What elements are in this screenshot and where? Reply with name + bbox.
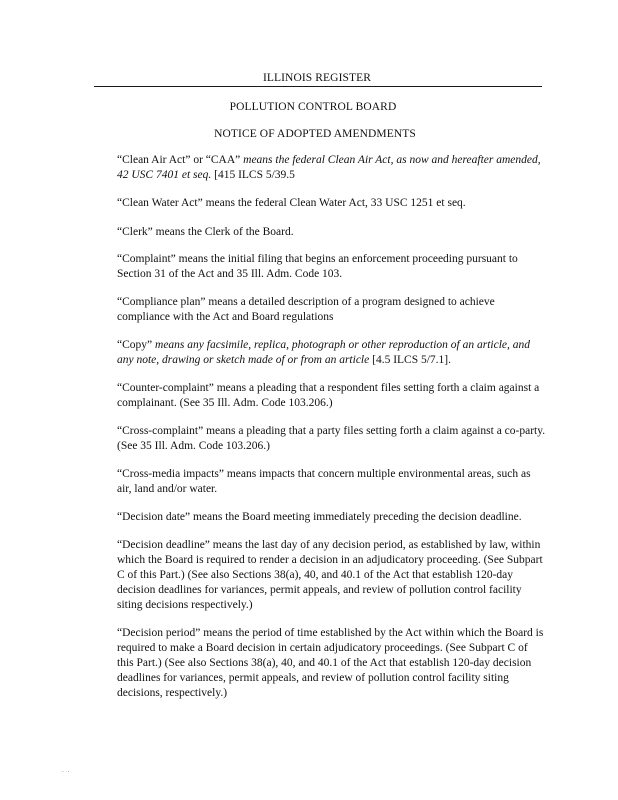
copy-body: means any facsimile, replica, photograph or other reproduction of an article, and any note, drawing or sketch made of or from an article bbox=[117, 339, 531, 366]
definition-decision-deadline: “Decision deadline” means the last day of any decision period, as established by law, within which the Board is required to render a decision in an adjudicatory proceeding. (See Subpart C of this Part.) (See also Sections 38(a), 40, and 40.1 of the Act that establish 120-day decision deadlines for variances, permit appeals, and review of pollution control facility siting decisions respectively.) bbox=[117, 539, 543, 611]
register-title: ILLINOIS REGISTER bbox=[262, 72, 372, 84]
header-rule bbox=[94, 86, 542, 87]
footer-mark: . . bbox=[62, 766, 71, 774]
clean-air-ilcs: [415 ILCS 5/39.5 bbox=[211, 169, 295, 181]
copy-citation: [4.5 ILCS 5/7.1]. bbox=[369, 354, 452, 366]
definition-copy bbox=[117, 338, 547, 368]
definition-clean-water-act: “Clean Water Act” means the federal Clean Water Act, 33 USC 1251 et seq. bbox=[117, 197, 466, 209]
definition-cross-media-impacts: “Cross-media impacts” means impacts that concern multiple environmental areas, such as air, land and/or water. bbox=[117, 468, 531, 495]
definition-decision-date: “Decision date” means the Board meeting immediately preceding the decision deadline. bbox=[117, 511, 522, 523]
definition-compliance-plan: “Compliance plan” means a detailed description of a program designed to achieve compliance with the Act and Board regulations bbox=[117, 296, 495, 323]
definition-cross-complaint: “Cross-complaint” means a pleading that a party files setting forth a claim against a co-party. (See 35 Ill. Adm. Code 103.206.) bbox=[117, 425, 546, 452]
clean-air-means: means the federal bbox=[243, 154, 328, 166]
board-title: POLLUTION CONTROL BOARD bbox=[229, 101, 397, 113]
notice-title: NOTICE OF ADOPTED AMENDMENTS bbox=[214, 128, 416, 140]
definition-clean-air-act bbox=[117, 153, 547, 183]
copy-term: “Copy” bbox=[117, 339, 156, 351]
definition-complaint: “Complaint” means the initial filing that begins an enforcement proceeding pursuant to Section 31 of the Act and 35 Ill. Adm. Code 103. bbox=[117, 253, 518, 280]
definitions-list bbox=[117, 153, 547, 715]
definition-clerk: “Clerk” means the Clerk of the Board. bbox=[117, 226, 294, 238]
clean-air-term: “Clean Air Act” or “CAA” bbox=[117, 154, 244, 166]
clean-air-citation: , as now and hereafter amended, 42 USC 7401 et seq. bbox=[117, 154, 541, 181]
clean-air-name: Clean Air Act bbox=[327, 154, 391, 166]
definition-decision-period: “Decision period” means the period of time established by the Act within which the Board is required to make a Board decision in certain adjudicatory proceedings. (See Subpart C of this Part.) (See also Sections 38(a), 40, and 40.1 of the Act that establish 120-day decision deadlines for variances, permit appeals, and review of pollution control facility siting decisions, respectively.) bbox=[117, 627, 544, 699]
definition-counter-complaint: “Counter-complaint” means a pleading that a respondent files setting forth a claim against a complainant. (See 35 Ill. Adm. Code 103.206.) bbox=[117, 382, 540, 409]
